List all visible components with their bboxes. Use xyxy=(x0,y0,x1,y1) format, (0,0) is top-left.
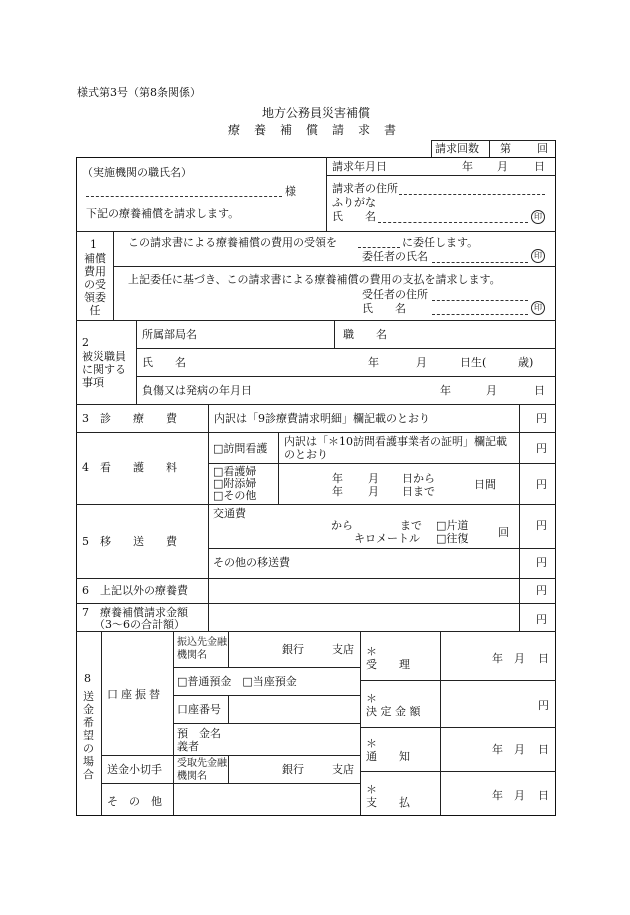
care-days-label: 日間 xyxy=(474,478,496,491)
money-order-label: 送金小切手 xyxy=(107,763,162,776)
dept-label: 所属部局名 xyxy=(142,328,197,341)
claim-date-day: 日 xyxy=(534,160,545,173)
agency-head-label: （実施機関の職氏名） xyxy=(82,166,192,179)
receipt-star: ＊ xyxy=(366,645,377,658)
form-title-line1: 地方公務員災害補償 xyxy=(262,106,371,120)
care-to-year: 年 xyxy=(332,485,343,498)
claimant-name-field[interactable] xyxy=(378,222,528,223)
claimant-name-label: 氏 名 xyxy=(332,210,376,223)
section7-yen: 円 xyxy=(536,613,547,626)
account-number-label: 口座番号 xyxy=(177,703,221,716)
claim-count-prefix: 第 xyxy=(500,142,511,155)
attendant-checkbox[interactable]: □附添婦 xyxy=(213,477,257,490)
visit-nursing-checkbox[interactable]: □訪問看護 xyxy=(213,442,268,455)
payment-label: 支 払 xyxy=(366,796,410,809)
transport-from: から xyxy=(331,519,353,532)
employee-name-label: 氏 名 xyxy=(142,356,186,369)
decision-amount-label: 決 定 金 額 xyxy=(366,705,421,718)
receipt-year: 年 xyxy=(492,652,503,665)
injury-year: 年 xyxy=(440,384,451,397)
notice-star: ＊ xyxy=(366,737,377,750)
section1-number: 1 xyxy=(90,238,97,251)
claim-count-label: 請求回数 xyxy=(435,142,479,155)
section1-payment-request-text: 上記委任に基づき、この請求書による療養補償の費用の支払を請求します。 xyxy=(128,273,501,286)
receiving-branch-suffix: 支店 xyxy=(332,763,354,776)
notice-month: 月 xyxy=(514,743,525,756)
receiving-bank-suffix: 銀行 xyxy=(282,763,304,776)
dest-branch-suffix: 支店 xyxy=(332,643,354,656)
other-transport-label: その他の移送費 xyxy=(213,556,290,569)
nurse-checkbox[interactable]: □看護婦 xyxy=(213,465,257,478)
bank-transfer-label: 口座振替 xyxy=(107,688,163,701)
distance-km-label: キロメートル xyxy=(354,532,420,545)
claim-date-month: 月 xyxy=(497,160,508,173)
notice-day: 日 xyxy=(538,743,549,756)
other-care-checkbox[interactable]: □その他 xyxy=(213,489,257,502)
section4-label: 4 看 護 料 xyxy=(82,461,177,474)
birth-month: 月 xyxy=(416,356,427,369)
round-trip-checkbox[interactable]: □往復 xyxy=(436,532,469,545)
age: 歳) xyxy=(518,356,534,369)
care-from-label: 日から xyxy=(402,472,435,485)
section3-yen: 円 xyxy=(536,412,547,425)
payment-year: 年 xyxy=(492,789,503,802)
section2-number: 2 xyxy=(82,336,89,349)
care-from-month: 月 xyxy=(368,472,379,485)
transport-cost-label: 交通費 xyxy=(213,507,246,520)
dest-bank-suffix: 銀行 xyxy=(282,643,304,656)
section4-yen-care: 円 xyxy=(536,478,547,491)
account-holder-label: 預 金名義者 xyxy=(177,727,221,753)
section3-detail: 内訳は「9診療費請求明細」欄記載のとおり xyxy=(214,412,430,425)
decision-star: ＊ xyxy=(366,692,377,705)
section6-label: 6 上記以外の療養費 xyxy=(82,584,188,597)
section8-number: 8 xyxy=(84,672,91,685)
claim-date-year: 年 xyxy=(462,160,473,173)
receipt-month: 月 xyxy=(514,652,525,665)
notice-year: 年 xyxy=(492,743,503,756)
section3-label: 3 診 療 費 xyxy=(82,412,177,425)
section1-delegation-tail: に委任します。 xyxy=(402,236,479,249)
account-type-checkboxes[interactable]: □普通預金 □当座預金 xyxy=(177,675,297,688)
decision-yen: 円 xyxy=(538,699,549,712)
section1-delegator-name-field[interactable] xyxy=(432,262,528,263)
form-title-line2: 療養補償請求書 xyxy=(228,123,411,137)
position-label: 職 名 xyxy=(343,328,387,341)
claimant-address-label: 請求者の住所 xyxy=(332,182,398,195)
section4-yen-visit: 円 xyxy=(536,442,547,455)
section2-label: 被災職員に関する事項 xyxy=(82,350,126,389)
injury-date-label: 負傷又は発病の年月日 xyxy=(142,384,252,397)
birth-day: 日生( xyxy=(460,356,487,369)
section7-label: 7 療養補償請求金額 xyxy=(82,606,188,619)
section7-sublabel: （3～6の合計額） xyxy=(94,618,185,631)
agency-head-field[interactable] xyxy=(86,196,282,197)
receipt-day: 日 xyxy=(538,652,549,665)
sama-honorific: 様 xyxy=(285,185,296,198)
one-way-checkbox[interactable]: □片道 xyxy=(436,519,469,532)
section5-label: 5 移 送 費 xyxy=(82,535,177,548)
claim-date-label: 請求年月日 xyxy=(332,160,387,173)
section6-yen: 円 xyxy=(536,584,547,597)
section8-vertical-label: 送金希望の場合 xyxy=(83,690,94,781)
payment-day: 日 xyxy=(538,789,549,802)
section5-yen-transport: 円 xyxy=(536,519,547,532)
section1-delegator-name-label: 委任者の氏名 xyxy=(362,250,428,263)
section1-delegate-address-field[interactable] xyxy=(432,300,528,301)
transport-times: 回 xyxy=(498,526,509,539)
section1-delegate-name-label: 氏 名 xyxy=(362,302,406,315)
dest-bank-label: 振込先金融機関名 xyxy=(177,637,227,661)
visit-nursing-detail: 内訳は「＊10訪問看護事業者の証明」欄記載のとおり xyxy=(284,435,507,461)
other-remittance-label: そ の 他 xyxy=(107,795,162,808)
receipt-label: 受 理 xyxy=(366,658,410,671)
form-number: 様式第3号（第8条関係） xyxy=(77,86,201,99)
payment-month: 月 xyxy=(514,789,525,802)
section1-label: 補償費用の受領委任 xyxy=(84,252,106,317)
notice-label: 通 知 xyxy=(366,750,410,763)
section1-delegation-text: この請求書による療養補償の費用の受領を xyxy=(128,236,337,249)
section1-delegate-address-label: 受任者の住所 xyxy=(362,288,428,301)
care-to-month: 月 xyxy=(368,485,379,498)
furigana-label: ふりがな xyxy=(332,196,376,209)
claim-count-unit: 回 xyxy=(537,142,548,155)
claimant-address-field[interactable] xyxy=(399,194,545,195)
care-to-label: 日まで xyxy=(402,485,435,498)
request-text: 下記の療養補償を請求します。 xyxy=(86,207,240,220)
seal-icon: 印 xyxy=(531,210,545,224)
birth-year: 年 xyxy=(368,356,379,369)
section1-delegate-name-field[interactable] xyxy=(432,314,528,315)
transport-to: まで xyxy=(400,519,422,532)
payment-star: ＊ xyxy=(366,783,377,796)
injury-day: 日 xyxy=(534,384,545,397)
seal-icon: 印 xyxy=(531,249,545,263)
care-from-year: 年 xyxy=(332,472,343,485)
seal-icon: 印 xyxy=(531,301,545,315)
section1-delegatee-field[interactable] xyxy=(358,247,400,248)
injury-month: 月 xyxy=(486,384,497,397)
receiving-bank-label: 受取先金融機関名 xyxy=(177,758,227,782)
section5-yen-other: 円 xyxy=(536,556,547,569)
